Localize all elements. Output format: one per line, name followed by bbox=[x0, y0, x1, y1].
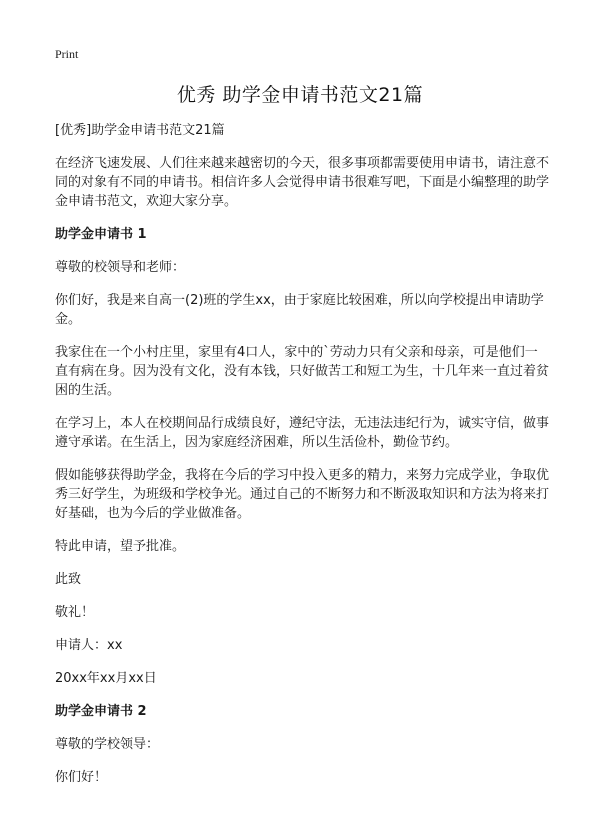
date-line: 20xx年xx月xx日 bbox=[55, 671, 157, 686]
intro-paragraph: 在经济飞速发展、人们往来越来越密切的今天，很多事项都需要使用申请书，请注意不同的对象有不同的申请书。相信许多人会觉得申请书很难写吧，下面是小编整理的助学金申请书范文，欢迎大家分享。 bbox=[55, 156, 550, 209]
page-title: 优秀 助学金申请书范文21篇 bbox=[176, 84, 424, 106]
section-heading-1: 助学金申请书 1 bbox=[55, 227, 147, 242]
article-subtitle: [优秀]助学金申请书范文21篇 bbox=[55, 123, 225, 138]
applicant-line: 申请人：xx bbox=[55, 638, 123, 653]
body-paragraph: 在学习上，本人在校期间品行成绩良好，遵纪守法，无违法违纪行为，诚实守信，做事遵守承诺。在生活上，因为家庭经济困难，所以生活俭朴，勤俭节约。 bbox=[55, 416, 550, 450]
greeting: 你们好！ bbox=[55, 770, 108, 785]
closing-request: 特此申请，望予批准。 bbox=[55, 539, 186, 554]
body-paragraph: 假如能够获得助学金，我将在今后的学习中投入更多的精力，来努力完成学业，争取优秀三好学生，为班级和学校争光。通过自己的不断努力和不断汲取知识和方法为将来打好基础，也为今后的学业做准备。 bbox=[55, 468, 550, 521]
salutation: 尊敬的学校领导： bbox=[55, 737, 160, 752]
closing-regards: 敬礼！ bbox=[55, 605, 95, 620]
body-paragraph: 你们好，我是来自高一(2)班的学生xx，由于家庭比较困难，所以向学校提出申请助学金。 bbox=[55, 293, 544, 327]
print-link[interactable]: Print bbox=[55, 47, 79, 61]
salutation: 尊敬的校领导和老师： bbox=[55, 260, 186, 275]
article-body bbox=[55, 121, 550, 801]
closing-line: 此致 bbox=[55, 572, 82, 587]
body-paragraph: 我家住在一个小村庄里，家里有4口人，家中的`劳动力只有父亲和母亲，可是他们一直有病在身。因为没有文化，没有本钱，只好做苦工和短工为生，十几年来一直过着贫困的生活。 bbox=[55, 345, 550, 398]
section-heading-2: 助学金申请书 2 bbox=[55, 704, 147, 719]
